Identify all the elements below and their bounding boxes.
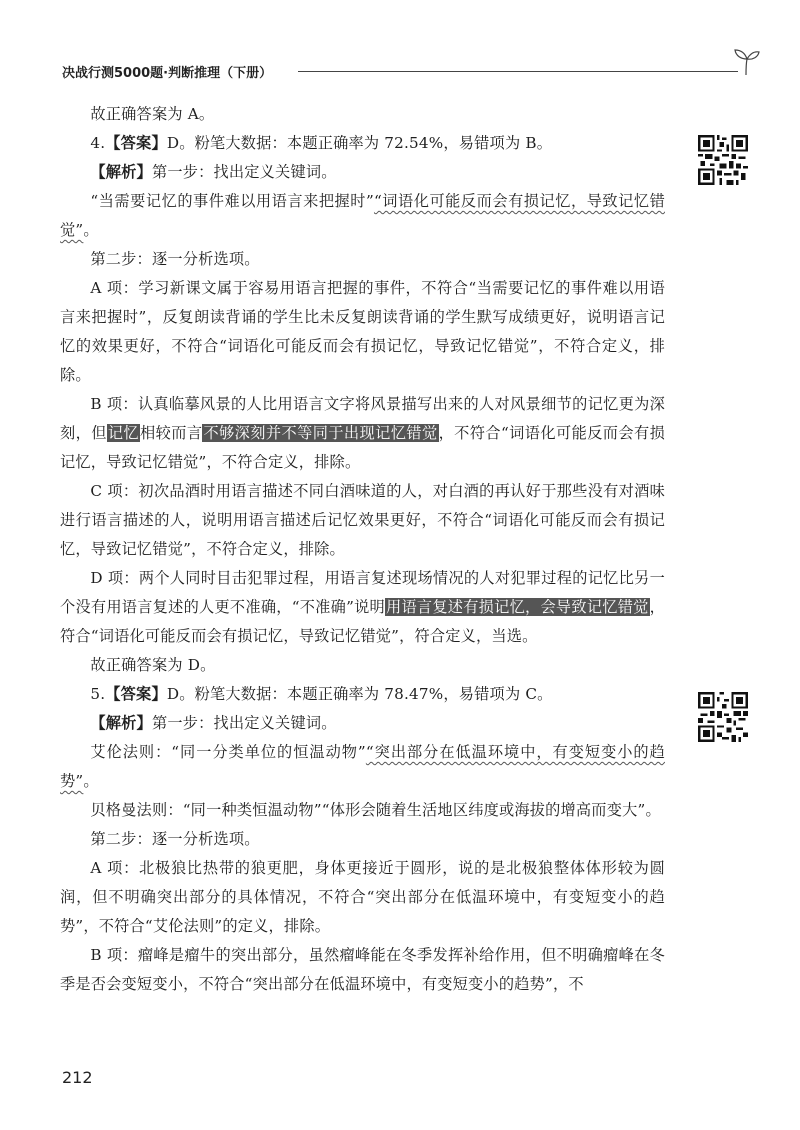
q4-option-d-text: D 项：两个人同时目击犯罪过程，用语言复述现场情况的人对犯罪过程的记忆比另一个没有用语言复述的人更不准确，“不准确”说明 <box>60 569 665 616</box>
q4-step2: 第二步：逐一分析选项。 <box>90 250 260 268</box>
q4-number: 4. <box>90 134 106 152</box>
q4-option-c: C 项：初次品酒时用语言描述不同白酒味道的人，对白酒的再认好于那些没有对酒味进行语言描述的人，说明用语言描述后记忆效果更好，不符合“词语化可能反而会有损记忆，导致记忆错觉”，不符合定义，排除。 <box>60 482 665 558</box>
q4-option-a: A 项：学习新课文属于容易用语言把握的事件，不符合“当需要记忆的事件难以用语言来把握时”，反复朗读背诵的学生比未反复朗读背诵的学生默写成绩更好，说明语言记忆的效果更好，不符合“词语化可能反而会有损记忆，导致记忆错觉”，不符合定义，排除。 <box>60 279 665 384</box>
q4-conclusion: 故正确答案为 D。 <box>90 656 216 674</box>
qr-code-icon[interactable] <box>698 135 748 185</box>
q4-keyword-2: “词语化可能反而会有损记忆，导致记忆错觉” <box>60 192 665 239</box>
q5-answer <box>60 680 665 709</box>
q5-allen-keyword-2: “突出部分在低温环境中，有变短变小的趋势” <box>60 743 665 790</box>
q4-option-b-highlight-1: 记忆 <box>107 424 140 442</box>
q4-option-b-highlight-2: 不够深刻并不等同于出现记忆错觉 <box>203 424 438 442</box>
q5-answer-text: D。粉笔大数据：本题正确率为 78.47%，易错项为 C。 <box>166 685 553 703</box>
page-content <box>60 100 665 999</box>
q5-option-b: B 项：瘤峰是瘤牛的突出部分，虽然瘤峰能在冬季发挥补给作用，但不明确瘤峰在冬季是否会变短变小，不符合“突出部分在低温环境中，有变短变小的趋势”，不 <box>60 946 665 993</box>
sprout-icon <box>732 46 760 76</box>
q4-answer-text: D。粉笔大数据：本题正确率为 72.54%，易错项为 B。 <box>166 134 553 152</box>
q4-option-d-highlight: 用语言复述有损记忆，会导致记忆错觉 <box>386 598 649 616</box>
q4-answer-tag: 【答案】 <box>105 134 167 152</box>
q4-option-d-end: ，符合“词语化可能反而会有损记忆，导致记忆错觉”，符合定义，当选。 <box>60 598 665 645</box>
q5-number: 5. <box>90 685 106 703</box>
q5-allen-end: 。 <box>83 772 99 790</box>
q5-step1: 第一步：找出定义关键词。 <box>151 714 337 732</box>
header-title: 决战行测5000题·判断推理（下册） <box>62 66 273 81</box>
q5-allen-label: 艾伦法则： <box>90 743 172 761</box>
q4-option-b <box>60 390 665 477</box>
q4-answer <box>60 129 665 158</box>
q5-answer-tag: 【答案】 <box>105 685 167 703</box>
q4-option-b-text: B 项：认真临摹风景的人比用语言文字将风景描写出来的人对风景细节的记忆更为深刻，但 <box>60 395 665 442</box>
q4-option-b-end: ，不符合“词语化可能反而会有损记忆，导致记忆错觉”，不符合定义，排除。 <box>60 424 666 471</box>
q4-step1: 第一步：找出定义关键词。 <box>151 163 337 181</box>
q4-option-b-mid: 相较而言 <box>140 424 203 442</box>
q5-bergmann-label: 贝格曼法则： <box>90 801 183 819</box>
header-rule <box>298 71 738 72</box>
q5-bergmann-rule <box>60 796 665 825</box>
q3-conclusion: 故正确答案为 A。 <box>90 105 215 123</box>
q5-analysis-tag: 【解析】 <box>90 714 152 732</box>
q5-allen-keyword-1: “同一分类单位的恒温动物” <box>171 743 366 761</box>
q5-allen-rule <box>60 738 665 796</box>
page-header <box>62 62 760 86</box>
page-number: 212 <box>62 1068 93 1087</box>
q5-bergmann-keyword-1: “同一种类恒温动物” <box>182 801 322 819</box>
q5-bergmann-end: 。 <box>645 801 661 819</box>
q4-definition-keywords <box>60 187 665 245</box>
q5-bergmann-keyword-2: “体形会随着生活地区纬度或海拔的增高而变大” <box>321 801 646 819</box>
q4-analysis <box>60 158 665 187</box>
q4-option-d <box>60 564 665 651</box>
q4-keyword-end: 。 <box>83 221 99 239</box>
q5-option-a: A 项：北极狼比热带的狼更肥，身体更接近于圆形，说的是北极狼整体体形较为圆润，但不明确突出部分的具体情况，不符合“突出部分在低温环境中，有变短变小的趋势”，不符合“艾伦法则”的定义，排除。 <box>60 859 665 935</box>
q5-step2: 第二步：逐一分析选项。 <box>90 830 260 848</box>
q5-analysis <box>60 709 665 738</box>
q4-analysis-tag: 【解析】 <box>90 163 152 181</box>
qr-code-icon[interactable] <box>698 692 748 742</box>
q4-keyword-1: “当需要记忆的事件难以用语言来把握时” <box>90 192 374 210</box>
